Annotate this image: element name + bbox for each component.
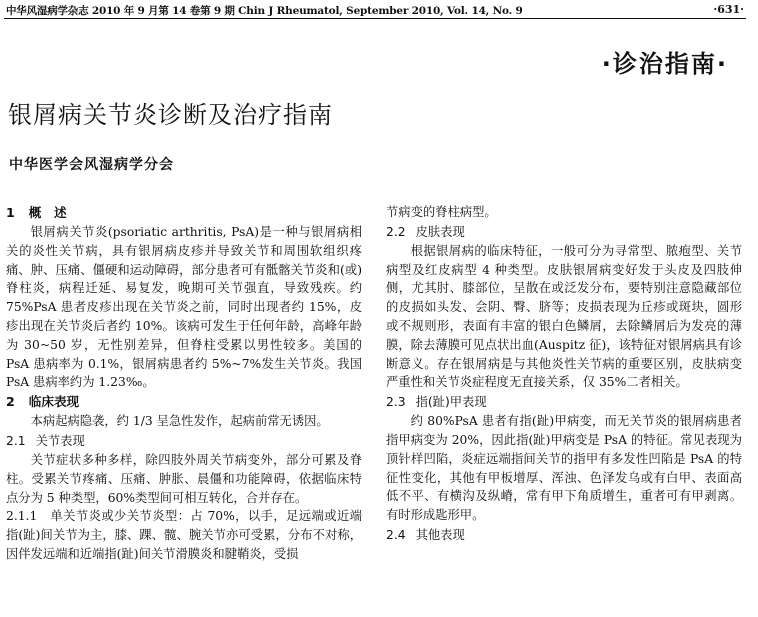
right-column xyxy=(386,203,742,545)
article-title: 银屑病关节炎诊断及治疗指南 xyxy=(8,101,333,129)
left-column xyxy=(6,203,362,564)
paragraph-joint: 关节症状多种多样，除四肢外周关节病变外，部分可累及脊柱。受累关节疼痛、压痛、肿胀、晨僵和功能障碍，依据临床特点分为 5 种类型，60%类型间可相互转化，合并存在。 xyxy=(6,452,362,505)
paragraph-2-1-1: 2.1.1 单关节炎或少关节炎型：占 70%，以手，足远端或近端指(趾)间关节为主，膝、踝、髋、腕关节亦可受累，分布不对称，因伴发远端和近端指(趾)间关节滑膜炎和腱鞘炎，受损 xyxy=(6,509,362,561)
heading-number: 2.4 xyxy=(386,527,406,542)
heading-other xyxy=(386,525,742,545)
heading-skin xyxy=(386,222,742,242)
running-head: 中华风湿病学杂志 2010 年 9 月第 14 卷第 9 期 Chin J Rheumatol, September 2010, Vol. 14, No. 9 xyxy=(6,5,523,17)
paragraph-nail: 约 80%PsA 患者有指(趾)甲病变，而无关节炎的银屑病患者指甲病变为 20%，因此指(趾)甲病变是 PsA 的特征。常见表现为顶针样凹陷，炎症远端指间关节的指甲有多发性凹陷是 PsA 的特征性变化，其他有甲板增厚、浑浊、色泽发乌或有白甲、表面高低不平、有横沟及纵嵴，常有甲下角质增生，重者可有甲剥离。有时形成匙形甲。 xyxy=(386,414,742,523)
heading-text: 指(趾)甲表现 xyxy=(415,395,487,410)
heading-text: 皮肤表现 xyxy=(415,224,465,239)
heading-joint xyxy=(6,431,362,451)
heading-number: 2.3 xyxy=(386,395,406,410)
heading-number: 1 xyxy=(6,205,15,220)
paragraph-skin: 根据银屑病的临床特征，一般可分为寻常型、脓疱型、关节病型及红皮病型 4 种类型。皮肤银屑病变好发于头皮及四肢伸侧，尤其肘、膝部位，呈散在或泛发分布，要特别注意隐藏部位的皮损如头发、会阴、臀、脐等；皮损表现为丘疹或斑块，圆形或不规则形，表面有丰富的银白色鳞屑，去除鳞屑后为发亮的薄膜，除去薄膜可见点状出血(Auspitz 征)，该特征对银屑病具有诊断意义。存在银屑病是与其他炎性关节病的重要区别，皮肤病变严重性和关节炎症程度无直接关系，仅 35%二者相关。 xyxy=(386,243,742,390)
heading-number: 2 xyxy=(6,394,15,410)
header-rule xyxy=(4,18,746,19)
paragraph-clinical: 本病起病隐袭，约 1/3 呈急性发作，起病前常无诱因。 xyxy=(30,414,329,429)
paragraph-overview: 银屑病关节炎(psoriatic arthritis, PsA)是一种与银屑病相关的炎性关节病，具有银屑病皮疹并导致关节和周围软组织疼痛、肿、压痛、僵硬和运动障碍，部分患者可有骶髂关节炎和(或)脊柱炎，病程迁延、易复发，晚期可关节强直，导致残疾。约 75%PsA 患者皮疹出现在关节炎之前，同时出现者约 15%，皮疹出现在关节炎后者约 10%。该病可发生于任何年龄，高峰年龄为 30~50 岁，无性别差异，但脊柱受累以男性较多。美国的 PsA 患病率为 0.1%，银屑病患者约 5%~7%发生关节炎。我国 PsA 患病率约为 1.23‰。 xyxy=(6,225,362,390)
page-number: ·631· xyxy=(713,3,744,16)
heading-nail xyxy=(386,392,742,412)
heading-text: 临床表现 xyxy=(28,394,80,410)
heading-clinical xyxy=(6,392,362,412)
heading-text: 关节表现 xyxy=(35,433,85,448)
paragraph-continued: 节病变的脊柱病型。 xyxy=(386,205,497,219)
heading-text: 概 述 xyxy=(28,205,67,220)
heading-text: 其他表现 xyxy=(415,527,465,542)
heading-overview xyxy=(6,203,362,223)
heading-number: 2.2 xyxy=(386,224,406,239)
article-author: 中华医学会风湿病学分会 xyxy=(9,157,174,173)
section-label: ·诊治指南· xyxy=(601,50,728,78)
heading-number: 2.1 xyxy=(6,433,26,448)
